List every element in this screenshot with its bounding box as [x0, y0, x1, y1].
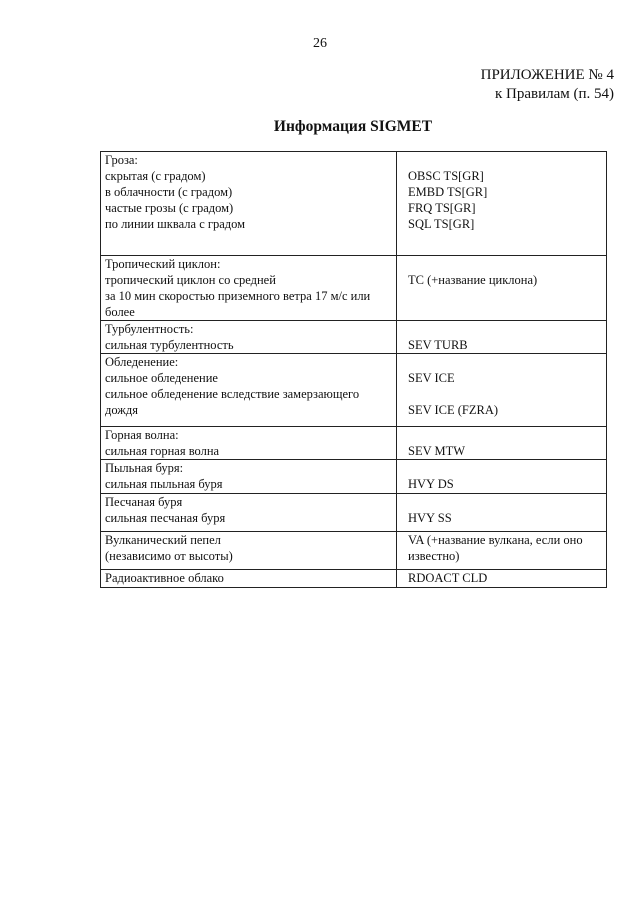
phenomenon-cell [101, 152, 397, 256]
code-cell [397, 321, 607, 354]
phenomenon-item: сильная песчаная буря [105, 511, 226, 525]
phenomenon-item: дождя [105, 403, 139, 417]
phenomenon-cell [101, 532, 397, 570]
phenomenon-item: тропический циклон со средней [105, 273, 276, 287]
phenomenon-cell [101, 321, 397, 354]
sigmet-code: SEV MTW [408, 444, 466, 458]
page-title: Информация SIGMET [273, 118, 433, 135]
code-cell [397, 460, 607, 494]
category-label: Радиоактивное облако [105, 571, 224, 585]
phenomenon-item: сильное обледенение вследствие замерзающего [105, 387, 360, 401]
phenomenon-item: сильная пыльная буря [105, 477, 223, 491]
sigmet-table [100, 151, 607, 588]
sigmet-code: VA (+название вулкана, если оно [408, 533, 583, 547]
phenomenon-item: скрытая (с градом) [105, 169, 206, 183]
code-cell [397, 354, 607, 427]
phenomenon-item: (независимо от высоты) [105, 549, 233, 563]
code-cell [397, 532, 607, 570]
phenomenon-item: в облачности (с градом) [105, 185, 233, 199]
sigmet-code: OBSC TS[GR] [408, 169, 484, 183]
appendix-line-2: к Правилам (п. 54) [494, 86, 614, 102]
table-row [101, 354, 607, 427]
phenomenon-item: по линии шквала с градом [105, 217, 246, 231]
category-label: Турбулентность: [105, 322, 194, 336]
table-row [101, 570, 607, 588]
sigmet-code: SEV ICE (FZRA) [408, 403, 499, 417]
phenomenon-item: сильное обледенение [105, 371, 218, 385]
sigmet-code: SQL TS[GR] [408, 217, 475, 231]
page-number: 26 [313, 36, 327, 51]
table-row [101, 494, 607, 532]
table-row [101, 427, 607, 460]
sigmet-code: RDOACT CLD [408, 571, 488, 585]
phenomenon-item: сильная горная волна [105, 444, 220, 458]
category-label: Гроза: [105, 153, 138, 167]
category-label: Пыльная буря: [105, 461, 184, 475]
code-cell [397, 256, 607, 321]
table-row [101, 152, 607, 256]
sigmet-code: HVY DS [408, 477, 454, 491]
code-cell [397, 494, 607, 532]
category-label: Горная волна: [105, 428, 179, 442]
phenomenon-item: частые грозы (с градом) [105, 201, 234, 215]
sigmet-code: FRQ TS[GR] [408, 201, 476, 215]
table-row [101, 460, 607, 494]
phenomenon-item: более [105, 305, 135, 319]
table-row [101, 256, 607, 321]
sigmet-code: известно) [408, 549, 460, 563]
code-cell [397, 570, 607, 588]
phenomenon-cell [101, 570, 397, 588]
phenomenon-cell [101, 256, 397, 321]
sigmet-code: EMBD TS[GR] [408, 185, 488, 199]
category-label: Вулканический пепел [105, 533, 221, 547]
sigmet-code: TC (+название циклона) [408, 273, 538, 287]
category-label: Тропический циклон: [105, 257, 221, 271]
table-row [101, 321, 607, 354]
category-label: Песчаная буря [105, 495, 183, 509]
phenomenon-cell [101, 427, 397, 460]
appendix-reference [481, 66, 614, 104]
phenomenon-cell [101, 460, 397, 494]
phenomenon-cell [101, 354, 397, 427]
phenomenon-cell [101, 494, 397, 532]
sigmet-code: SEV TURB [408, 338, 468, 352]
code-cell [397, 427, 607, 460]
sigmet-code: HVY SS [408, 511, 452, 525]
table-row [101, 532, 607, 570]
appendix-line-1: ПРИЛОЖЕНИЕ № 4 [480, 67, 614, 83]
category-label: Обледенение: [105, 355, 179, 369]
code-cell [397, 152, 607, 256]
sigmet-code: SEV ICE [408, 371, 455, 385]
phenomenon-item: за 10 мин скоростью приземного ветра 17 м/с или [105, 289, 371, 303]
phenomenon-item: сильная турбулентность [105, 338, 234, 352]
